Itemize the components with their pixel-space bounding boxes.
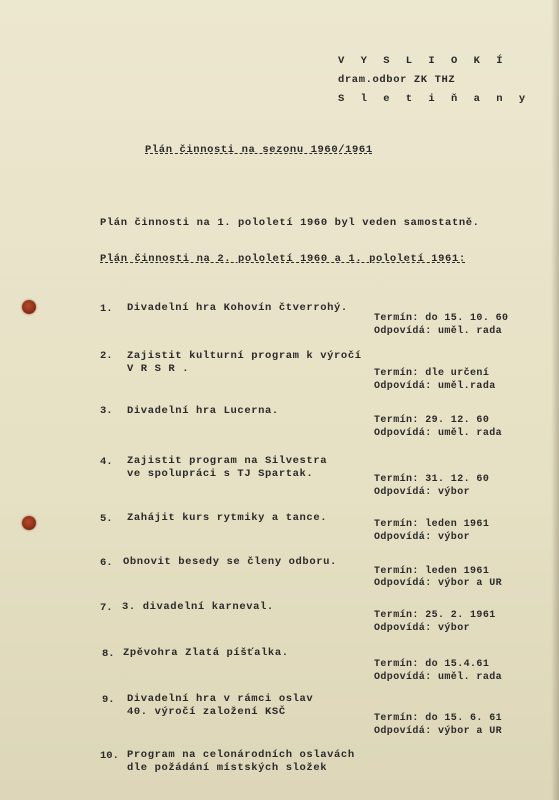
item-text: V R S R . bbox=[127, 363, 190, 375]
item-number: 8. bbox=[102, 648, 115, 660]
item-text: Obnovit besedy se členy odboru. bbox=[123, 556, 337, 568]
item-termin: Termín: leden 1961 bbox=[374, 566, 490, 577]
item-number: 4. bbox=[100, 456, 113, 468]
item-termin: Termín: 31. 12. 60 bbox=[374, 474, 490, 485]
punch-hole-bottom bbox=[22, 516, 36, 530]
item-text: Divadelní hra Kohovín čtverrohý. bbox=[127, 302, 348, 314]
item-number: 3. bbox=[100, 405, 113, 417]
item-number: 2. bbox=[100, 350, 113, 362]
item-odpovida: Odpovídá: uměl. rada bbox=[374, 672, 503, 683]
item-number: 7. bbox=[100, 602, 113, 614]
item-number: 1. bbox=[100, 303, 113, 315]
intro-line-2: Plán činnosti na 2. pololetí 1960 a 1. pololetí 1961: bbox=[100, 253, 466, 265]
item-number: 9. bbox=[102, 694, 115, 706]
document-title: Plán činnosti na sezonu 1960/1961 bbox=[145, 144, 373, 156]
header-line-2: dram.odbor ZK THZ bbox=[338, 74, 456, 86]
item-odpovida: Odpovídá: výbor bbox=[374, 623, 471, 634]
item-text: Divadelní hra Lucerna. bbox=[127, 405, 279, 417]
item-termin: Termín: leden 1961 bbox=[374, 519, 490, 530]
item-text: Program na celonárodních oslavách bbox=[127, 749, 355, 761]
header-line-3: S l e t i ň a n y bbox=[338, 93, 531, 105]
intro-line-1: Plán činnosti na 1. pololetí 1960 byl veden samostatně. bbox=[100, 217, 480, 229]
item-odpovida: Odpovídá: výbor a UR bbox=[374, 578, 503, 589]
header-line-1: V Y S L I O K Í bbox=[338, 55, 508, 67]
item-termin: Termín: do 15. 10. 60 bbox=[374, 313, 509, 324]
item-text: Zajistit program na Silvestra bbox=[127, 455, 328, 467]
item-termin: Termín: dle určení bbox=[374, 368, 490, 379]
item-text: 40. výročí založení KSČ bbox=[127, 706, 286, 718]
item-odpovida: Odpovídá: uměl. rada bbox=[374, 326, 503, 337]
item-odpovida: Odpovídá: uměl.rada bbox=[374, 381, 496, 392]
item-termin: Termín: 25. 2. 1961 bbox=[374, 610, 496, 621]
item-text: 3. divadelní karneval. bbox=[122, 601, 274, 613]
item-text: Zahájit kurs rytmiky a tance. bbox=[127, 512, 328, 524]
item-text: dle požádání místských složek bbox=[127, 762, 328, 774]
item-odpovida: Odpovídá: výbor bbox=[374, 487, 471, 498]
punch-hole-top bbox=[22, 300, 36, 314]
item-termin: Termín: do 15.4.61 bbox=[374, 659, 490, 670]
item-number: 5. bbox=[100, 513, 113, 525]
item-odpovida: Odpovídá: uměl. rada bbox=[374, 428, 503, 439]
item-text: Zajistit kulturní program k výročí bbox=[127, 350, 362, 362]
item-text: ve spolupráci s TJ Spartak. bbox=[127, 468, 314, 480]
item-number: 10. bbox=[100, 750, 119, 762]
item-odpovida: Odpovídá: výbor a UR bbox=[374, 726, 503, 737]
item-text: Zpěvohra Zlatá píšťalka. bbox=[123, 647, 289, 659]
page-edge-shadow bbox=[551, 0, 559, 800]
item-odpovida: Odpovídá: výbor bbox=[374, 532, 471, 543]
item-text: Divadelní hra v rámci oslav bbox=[127, 693, 314, 705]
item-termin: Termín: do 15. 6. 61 bbox=[374, 713, 503, 724]
item-termin: Termín: 29. 12. 60 bbox=[374, 415, 490, 426]
item-number: 6. bbox=[100, 557, 113, 569]
